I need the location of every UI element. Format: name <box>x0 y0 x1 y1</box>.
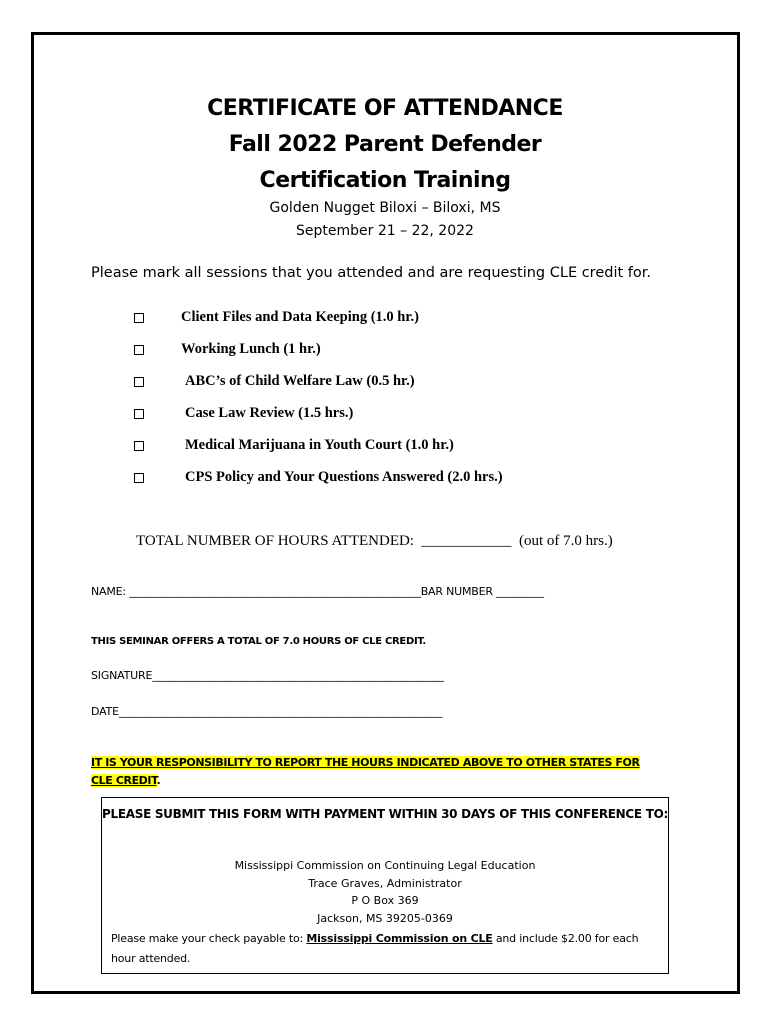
event-subtitle: Certification Training <box>259 168 511 193</box>
session-checkbox[interactable] <box>134 473 144 483</box>
payment-instructions: Please make your check payable to: Mississippi Commission on CLE and include $2.00 for each hour attended. <box>111 932 639 965</box>
total-hours-field[interactable]: TOTAL NUMBER OF HOURS ATTENDED: ____________ (out of 7.0 hrs.) <box>136 533 613 549</box>
instructions: Please mark all sessions that you attended and are requesting CLE credit for. <box>91 265 651 281</box>
session-label: ABC’s of Child Welfare Law (0.5 hr.) <box>185 373 415 389</box>
address-line: Trace Graves, Administrator <box>308 877 462 890</box>
address-line: Mississippi Commission on Continuing Legal Education <box>234 859 536 872</box>
session-row <box>134 436 144 456</box>
session-label: Medical Marijuana in Youth Court (1.0 hr.) <box>185 437 454 453</box>
session-label: Client Files and Data Keeping (1.0 hr.) <box>181 309 419 325</box>
seminar-credit-note: THIS SEMINAR OFFERS A TOTAL OF 7.0 HOURS OF CLE CREDIT. <box>91 636 426 647</box>
session-row <box>134 404 144 424</box>
session-checkbox[interactable] <box>134 441 144 451</box>
signature-field[interactable]: SIGNATURE_______________________________________________________ <box>91 669 444 682</box>
session-checkbox[interactable] <box>134 409 144 419</box>
certificate-title: CERTIFICATE OF ATTENDANCE <box>207 96 563 121</box>
session-label: Case Law Review (1.5 hrs.) <box>185 405 354 421</box>
submission-heading: PLEASE SUBMIT THIS FORM WITH PAYMENT WITHIN 30 DAYS OF THIS CONFERENCE TO: <box>102 807 668 821</box>
event-title: Fall 2022 Parent Defender <box>228 132 542 157</box>
address-line: P O Box 369 <box>351 894 419 907</box>
responsibility-warning: IT IS YOUR RESPONSIBILITY TO REPORT THE HOURS INDICATED ABOVE TO OTHER STATES FOR CLE CREDIT. <box>91 756 640 787</box>
session-checkbox[interactable] <box>134 345 144 355</box>
session-checkbox[interactable] <box>134 377 144 387</box>
session-checkbox[interactable] <box>134 313 144 323</box>
payee-name: Mississippi Commission on CLE <box>306 932 493 945</box>
submission-box <box>101 797 669 974</box>
date-field[interactable]: DATE_____________________________________________________________ <box>91 705 443 718</box>
session-row <box>134 468 144 488</box>
session-row <box>134 308 144 328</box>
event-dates: September 21 – 22, 2022 <box>296 223 474 239</box>
address-line: Jackson, MS 39205-0369 <box>317 912 453 925</box>
session-label: CPS Policy and Your Questions Answered (2.0 hrs.) <box>185 469 503 485</box>
name-bar-number-field[interactable]: NAME: _______________________________________________________BAR NUMBER _________ <box>91 585 544 598</box>
session-row <box>134 340 144 360</box>
session-label: Working Lunch (1 hr.) <box>181 341 321 357</box>
session-row <box>134 372 144 392</box>
event-location: Golden Nugget Biloxi – Biloxi, MS <box>269 200 501 216</box>
warning-highlight: IT IS YOUR RESPONSIBILITY TO REPORT THE HOURS INDICATED ABOVE TO OTHER STATES FOR CLE CREDIT <box>91 756 640 787</box>
